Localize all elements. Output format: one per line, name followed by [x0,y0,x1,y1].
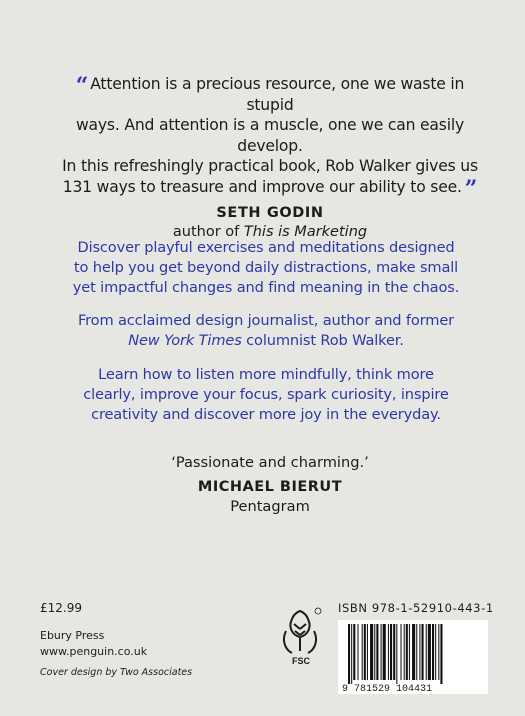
barcode-digits: 9 781529 104431 [342,684,433,694]
fsc-logo [280,607,324,667]
endorsement-quote [60,74,480,242]
barcode-bar [440,624,442,684]
isbn-barcode [338,620,488,694]
barcode-bar [428,624,431,680]
close-quote-mark: ” [464,175,478,202]
barcode-bar [357,624,358,680]
open-quote-mark: “ [75,73,89,99]
publisher-info [40,628,147,660]
publication-name: New York Times [128,332,242,350]
barcode-bar [351,624,352,684]
barcode-bar [364,624,366,680]
praise-quote [120,453,420,517]
barcode-bar [438,624,439,680]
tree-icon [280,607,324,667]
barcode-bar [388,624,389,680]
barcode-bar [404,624,405,680]
endorsement-line: 131 ways to treasure and improve our ability to see. [62,177,462,196]
barcode-bar [406,624,408,680]
barcode-bar [426,624,427,680]
endorsement-line: In this refreshingly practical book, Rob Walker gives us [62,157,478,175]
barcode-bar [370,624,373,680]
price-label: £12.99 [40,601,82,615]
barcode-bar [383,624,386,680]
barcode-bar [432,624,434,680]
barcode-bar [367,624,368,680]
barcode-bar [348,624,350,684]
barcode-bar [416,624,417,680]
publisher-name: Ebury Press [40,629,105,642]
barcode-bar [374,624,375,680]
isbn-number: ISBN 978-1-52910-443-1 [338,601,494,615]
fsc-label: FSC [292,656,310,666]
book-blurb [70,238,462,438]
barcode-bar [381,624,382,680]
blurb-paragraph: Discover playful exercises and meditations designed to help you get beyond daily distractions, make small yet impactful changes and find meaning in the chaos. [72,239,460,296]
barcode-bar [390,624,392,680]
publisher-website: www.penguin.co.uk [40,645,148,658]
barcode-bar [419,624,420,680]
barcode-bar [435,624,436,680]
endorser-role-prefix: author of [172,224,244,240]
barcode-bar [353,624,355,680]
praise-organization: Pentagram [230,498,310,515]
barcode-bar [409,624,410,680]
barcode-bar [396,624,397,684]
barcode-bar [422,624,424,680]
barcode-graphic [338,620,488,694]
blurb-paragraph [70,311,462,351]
blurb-text: columnist Rob Walker. [241,332,404,350]
cover-credit: Cover design by Two Associates [40,667,193,678]
blurb-paragraph: Learn how to listen more mindfully, think more clearly, improve your focus, spark curiosity, inspire creativity and discover more joy in the everyday. [83,365,449,423]
praise-text: ‘Passionate and charming.’ [171,454,369,471]
endorsement-text [60,73,480,202]
barcode-bar [401,624,402,680]
endorsement-line: ways. And attention is a muscle, one we can easily develop. [75,116,465,155]
barcode-bar [393,624,395,680]
endorser-name: SETH GODIN [216,205,324,221]
barcode-bar [362,624,363,680]
endorsement-line: Attention is a precious resource, one we waste in stupid [90,75,465,114]
barcode-bar [376,624,378,680]
blurb-text: From acclaimed design journalist, author and former [77,312,455,330]
praise-author: MICHAEL BIERUT [197,479,343,495]
endorser-book-title: This is Marketing [243,224,368,240]
barcode-bar [412,624,415,680]
